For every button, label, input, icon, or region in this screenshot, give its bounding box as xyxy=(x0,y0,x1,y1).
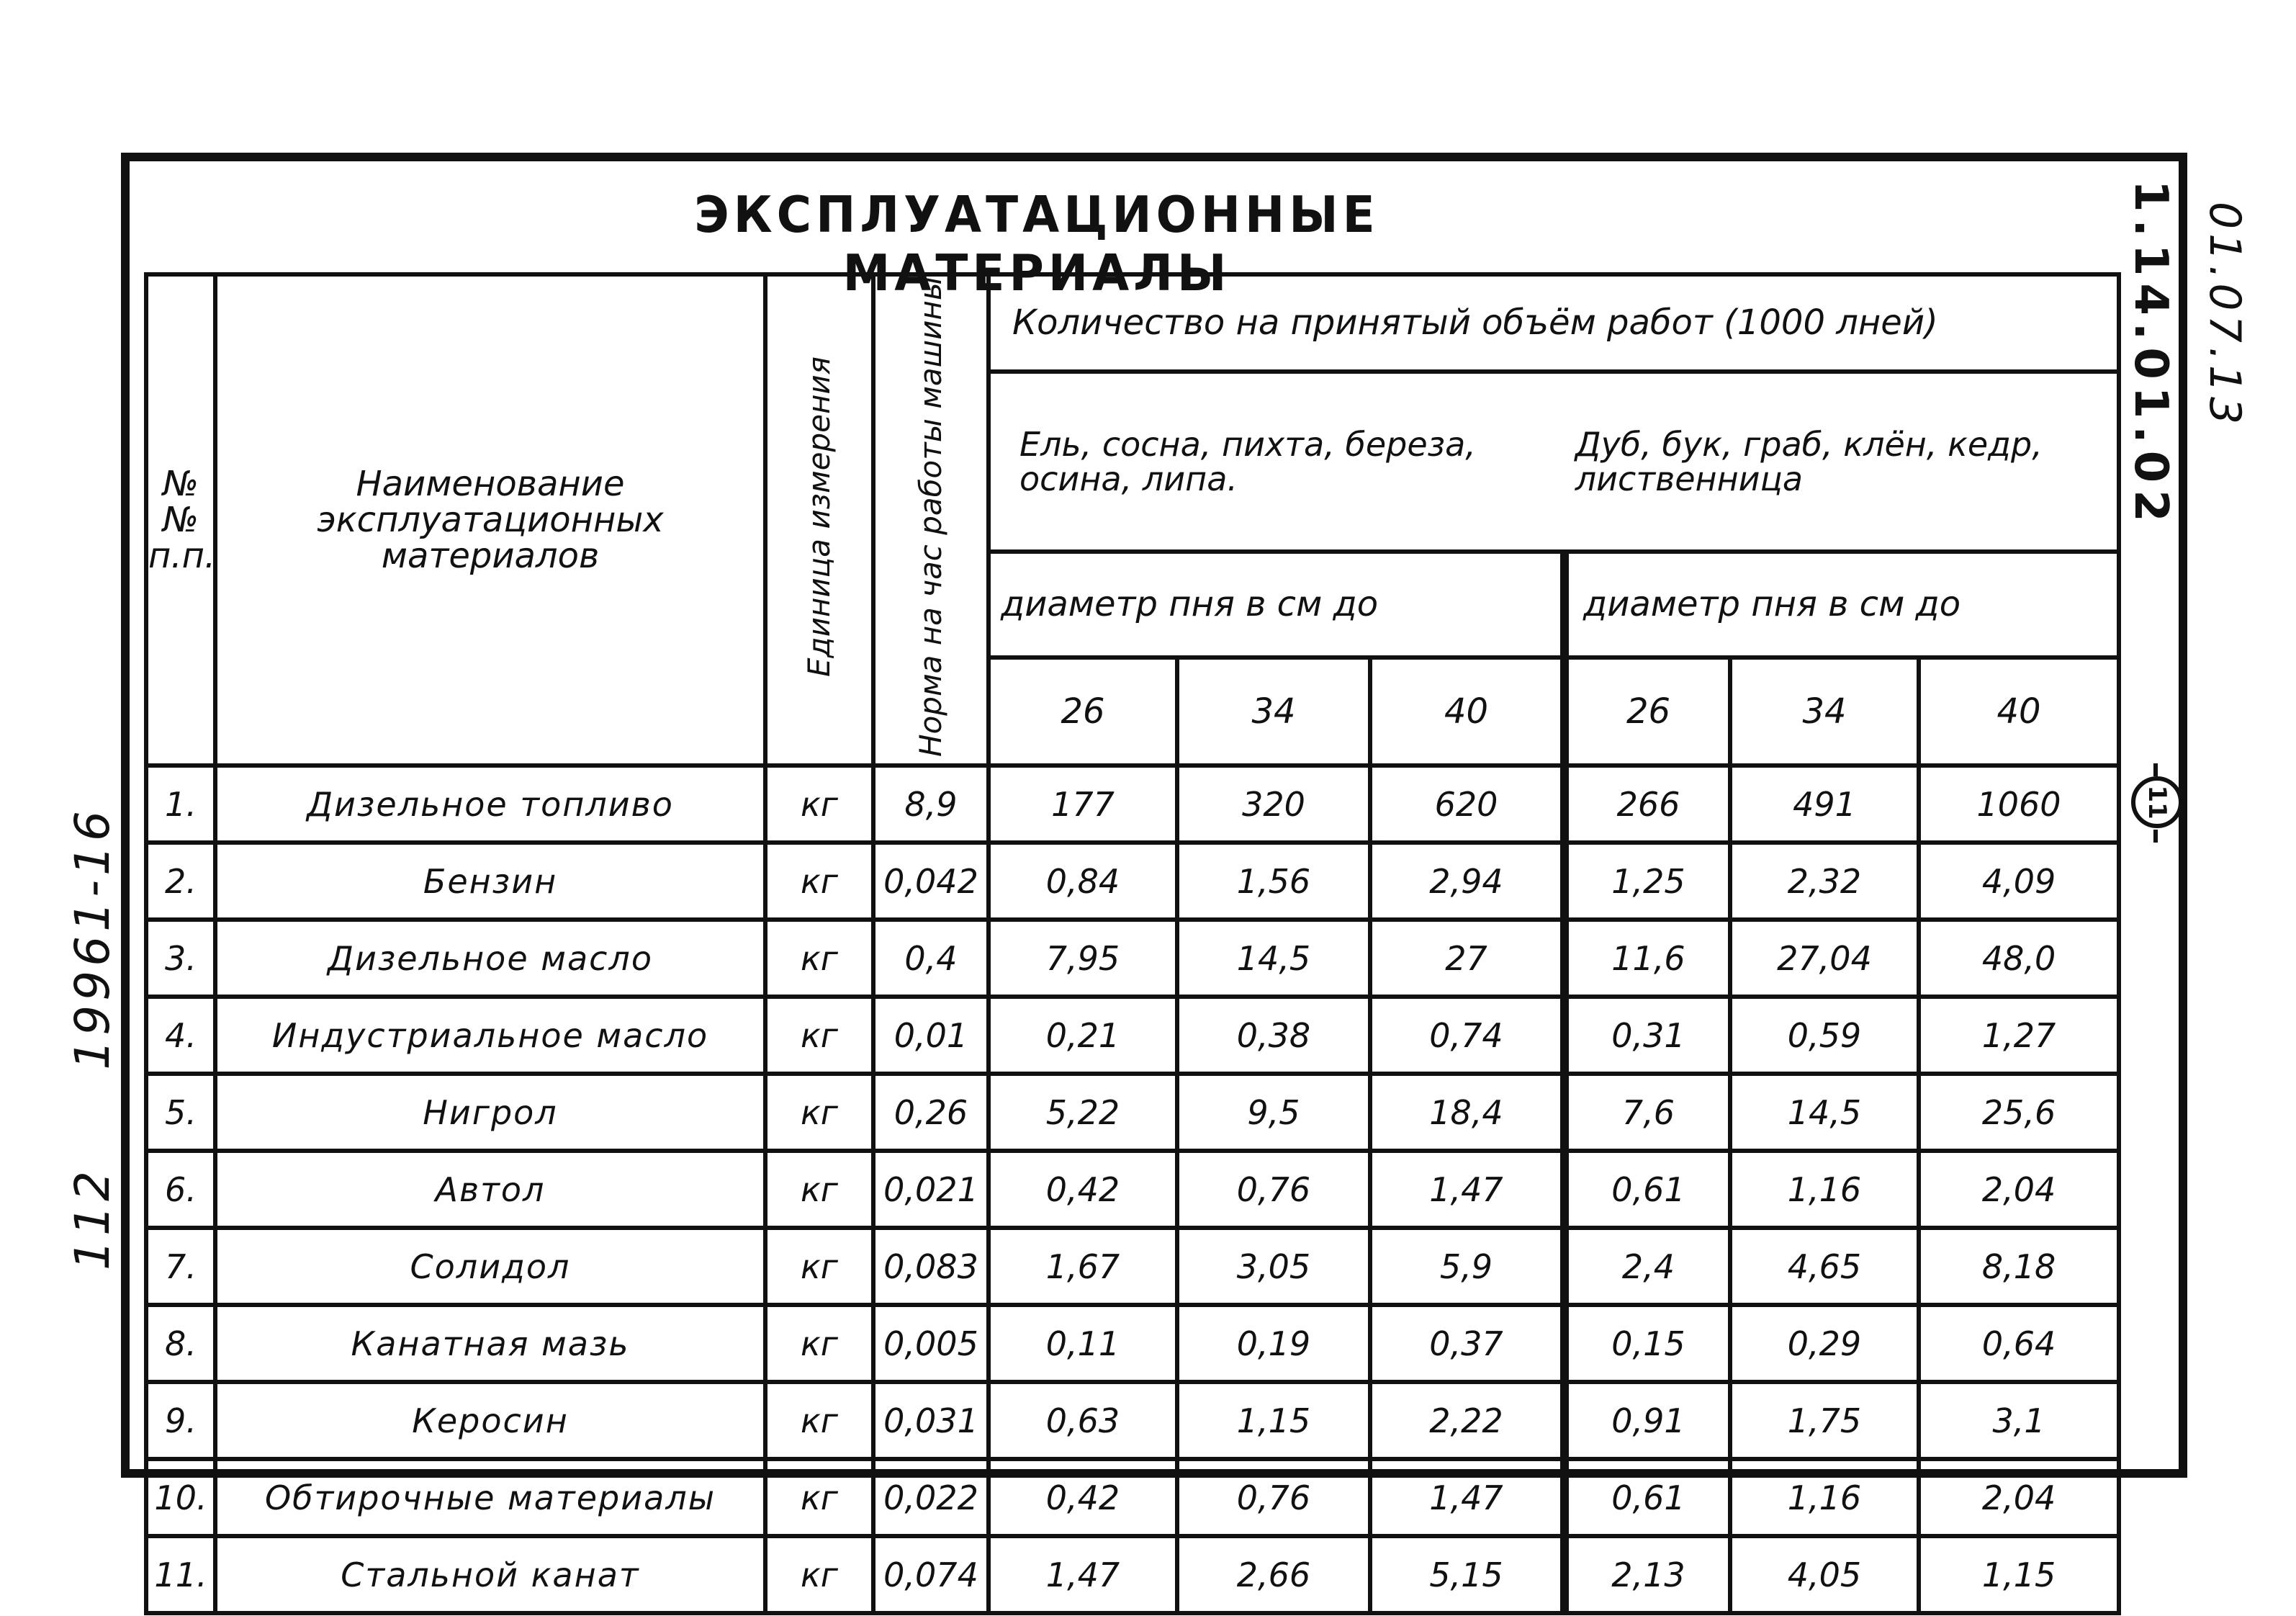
material-name: Нигрол xyxy=(215,1074,765,1151)
row-index: 10. xyxy=(146,1459,215,1536)
table-row xyxy=(146,1459,2119,1536)
quantity-cell: 0,84 xyxy=(989,843,1177,920)
header-diameter-group-1: диаметр пня в см до xyxy=(989,552,1565,657)
quantity-cell: 1,27 xyxy=(1919,997,2119,1074)
document-code: 1.14.01.02 xyxy=(2124,180,2177,529)
table-row xyxy=(146,1536,2119,1613)
quantity-cell: 0,11 xyxy=(989,1305,1177,1382)
species-group-hardwood: Дуб, бук, граб, клён, кедр, лиственница xyxy=(1575,424,2043,498)
norm-cell: 0,022 xyxy=(873,1459,989,1536)
header-num: №№ п.п. xyxy=(146,274,215,766)
header-unit-text: Единица измерения xyxy=(801,356,837,677)
norm-cell: 0,074 xyxy=(873,1536,989,1613)
material-name: Автол xyxy=(215,1151,765,1228)
quantity-cell: 9,5 xyxy=(1177,1074,1370,1151)
header-diameter-26: 26 xyxy=(1565,657,1730,766)
header-diameter-40: 40 xyxy=(1919,657,2119,766)
norm-cell: 0,01 xyxy=(873,997,989,1074)
norm-cell: 0,4 xyxy=(873,920,989,997)
table-row xyxy=(146,1382,2119,1459)
quantity-cell: 3,05 xyxy=(1177,1228,1370,1305)
page-number-marker xyxy=(2131,763,2182,843)
quantity-cell: 0,64 xyxy=(1919,1305,2119,1382)
table-row xyxy=(146,766,2119,843)
quantity-cell: 0,63 xyxy=(989,1382,1177,1459)
quantity-cell: 0,21 xyxy=(989,997,1177,1074)
header-norm xyxy=(873,274,989,766)
materials-table xyxy=(144,272,2121,1615)
quantity-cell: 3,1 xyxy=(1919,1382,2119,1459)
header-species xyxy=(989,372,2119,552)
quantity-cell: 1,56 xyxy=(1177,843,1370,920)
quantity-cell: 5,22 xyxy=(989,1074,1177,1151)
header-diameter-34: 34 xyxy=(1730,657,1919,766)
quantity-cell: 1,16 xyxy=(1730,1151,1919,1228)
quantity-cell: 2,13 xyxy=(1565,1536,1730,1613)
row-index: 5. xyxy=(146,1074,215,1151)
material-name: Канатная мазь xyxy=(215,1305,765,1382)
quantity-cell: 18,4 xyxy=(1370,1074,1565,1151)
header-norm-text: Норма на час работы машины xyxy=(912,277,948,757)
row-index: 1. xyxy=(146,766,215,843)
quantity-cell: 48,0 xyxy=(1919,920,2119,997)
header-diameter-group-2: диаметр пня в см до xyxy=(1565,552,2119,657)
table-row xyxy=(146,920,2119,997)
quantity-cell: 27,04 xyxy=(1730,920,1919,997)
quantity-cell: 0,42 xyxy=(989,1459,1177,1536)
archive-page: 112 xyxy=(65,1167,120,1270)
quantity-cell: 27 xyxy=(1370,920,1565,997)
quantity-cell: 0,19 xyxy=(1177,1305,1370,1382)
quantity-cell: 2,4 xyxy=(1565,1228,1730,1305)
unit-cell: кг xyxy=(765,1305,873,1382)
header-diameter-26: 26 xyxy=(989,657,1177,766)
unit-cell: кг xyxy=(765,1228,873,1305)
quantity-cell: 0,76 xyxy=(1177,1459,1370,1536)
species-group-softwood: Ель, сосна, пихта, береза, осина, липа. xyxy=(1019,424,1476,498)
quantity-cell: 0,15 xyxy=(1565,1305,1730,1382)
quantity-cell: 14,5 xyxy=(1177,920,1370,997)
quantity-cell: 2,22 xyxy=(1370,1382,1565,1459)
header-name: Наименование эксплуатационных материалов xyxy=(215,274,765,766)
row-index: 3. xyxy=(146,920,215,997)
header-unit xyxy=(765,274,873,766)
unit-cell: кг xyxy=(765,1382,873,1459)
norm-cell: 0,031 xyxy=(873,1382,989,1459)
quantity-cell: 8,18 xyxy=(1919,1228,2119,1305)
unit-cell: кг xyxy=(765,1074,873,1151)
quantity-cell: 320 xyxy=(1177,766,1370,843)
quantity-cell: 1,47 xyxy=(1370,1459,1565,1536)
quantity-cell: 4,65 xyxy=(1730,1228,1919,1305)
material-name: Дизельное масло xyxy=(215,920,765,997)
quantity-cell: 1,47 xyxy=(1370,1151,1565,1228)
quantity-cell: 0,91 xyxy=(1565,1382,1730,1459)
quantity-cell: 25,6 xyxy=(1919,1074,2119,1151)
norm-cell: 0,042 xyxy=(873,843,989,920)
material-name: Бензин xyxy=(215,843,765,920)
row-index: 11. xyxy=(146,1536,215,1613)
quantity-cell: 4,09 xyxy=(1919,843,2119,920)
row-index: 2. xyxy=(146,843,215,920)
quantity-cell: 620 xyxy=(1370,766,1565,843)
material-name: Стальной канат xyxy=(215,1536,765,1613)
material-name: Солидол xyxy=(215,1228,765,1305)
header-diameter-34: 34 xyxy=(1177,657,1370,766)
unit-cell: кг xyxy=(765,920,873,997)
table-row xyxy=(146,1074,2119,1151)
document-date: 01.07.13 xyxy=(2200,202,2250,429)
quantity-cell: 2,94 xyxy=(1370,843,1565,920)
material-name: Обтирочные материалы xyxy=(215,1459,765,1536)
quantity-cell: 0,29 xyxy=(1730,1305,1919,1382)
quantity-cell: 7,95 xyxy=(989,920,1177,997)
quantity-cell: 2,04 xyxy=(1919,1151,2119,1228)
row-index: 7. xyxy=(146,1228,215,1305)
norm-cell: 0,083 xyxy=(873,1228,989,1305)
quantity-cell: 0,74 xyxy=(1370,997,1565,1074)
material-name: Керосин xyxy=(215,1382,765,1459)
quantity-cell: 1,25 xyxy=(1565,843,1730,920)
quantity-cell: 14,5 xyxy=(1730,1074,1919,1151)
unit-cell: кг xyxy=(765,1536,873,1613)
quantity-cell: 491 xyxy=(1730,766,1919,843)
unit-cell: кг xyxy=(765,1459,873,1536)
quantity-cell: 0,61 xyxy=(1565,1151,1730,1228)
marker-tick-top xyxy=(2153,763,2158,776)
quantity-cell: 2,66 xyxy=(1177,1536,1370,1613)
quantity-cell: 2,32 xyxy=(1730,843,1919,920)
quantity-cell: 0,38 xyxy=(1177,997,1370,1074)
row-index: 4. xyxy=(146,997,215,1074)
table-row xyxy=(146,1151,2119,1228)
unit-cell: кг xyxy=(765,1151,873,1228)
quantity-cell: 0,31 xyxy=(1565,997,1730,1074)
norm-cell: 0,005 xyxy=(873,1305,989,1382)
quantity-cell: 1,47 xyxy=(989,1536,1177,1613)
quantity-cell: 7,6 xyxy=(1565,1074,1730,1151)
quantity-cell: 11,6 xyxy=(1565,920,1730,997)
quantity-cell: 2,04 xyxy=(1919,1459,2119,1536)
quantity-cell: 266 xyxy=(1565,766,1730,843)
page-title: ЭКСПЛУАТАЦИОННЫЕ МАТЕРИАЛЫ xyxy=(694,186,1379,302)
marker-tick-bottom xyxy=(2153,830,2158,843)
quantity-cell: 1,75 xyxy=(1730,1382,1919,1459)
quantity-cell: 1,15 xyxy=(1919,1536,2119,1613)
unit-cell: кг xyxy=(765,843,873,920)
quantity-cell: 0,59 xyxy=(1730,997,1919,1074)
norm-cell: 0,021 xyxy=(873,1151,989,1228)
unit-cell: кг xyxy=(765,997,873,1074)
header-quantity: Количество на принятый объём работ (1000 лней) xyxy=(989,274,2119,372)
table-row xyxy=(146,1228,2119,1305)
quantity-cell: 5,15 xyxy=(1370,1536,1565,1613)
quantity-cell: 4,05 xyxy=(1730,1536,1919,1613)
header-diameter-40: 40 xyxy=(1370,657,1565,766)
row-index: 6. xyxy=(146,1151,215,1228)
page-number-circle: 11 xyxy=(2131,776,2183,828)
archive-number: 19961-16 xyxy=(65,807,120,1070)
material-name: Индустриальное масло xyxy=(215,997,765,1074)
quantity-cell: 0,42 xyxy=(989,1151,1177,1228)
quantity-cell: 1,67 xyxy=(989,1228,1177,1305)
table-row xyxy=(146,843,2119,920)
quantity-cell: 177 xyxy=(989,766,1177,843)
quantity-cell: 5,9 xyxy=(1370,1228,1565,1305)
unit-cell: кг xyxy=(765,766,873,843)
quantity-cell: 0,61 xyxy=(1565,1459,1730,1536)
quantity-cell: 0,37 xyxy=(1370,1305,1565,1382)
row-index: 9. xyxy=(146,1382,215,1459)
table-row xyxy=(146,1305,2119,1382)
table-row xyxy=(146,997,2119,1074)
row-index: 8. xyxy=(146,1305,215,1382)
quantity-cell: 0,76 xyxy=(1177,1151,1370,1228)
material-name: Дизельное топливо xyxy=(215,766,765,843)
quantity-cell: 1060 xyxy=(1919,766,2119,843)
table-body xyxy=(146,766,2119,1613)
norm-cell: 0,26 xyxy=(873,1074,989,1151)
quantity-cell: 1,16 xyxy=(1730,1459,1919,1536)
quantity-cell: 1,15 xyxy=(1177,1382,1370,1459)
norm-cell: 8,9 xyxy=(873,766,989,843)
